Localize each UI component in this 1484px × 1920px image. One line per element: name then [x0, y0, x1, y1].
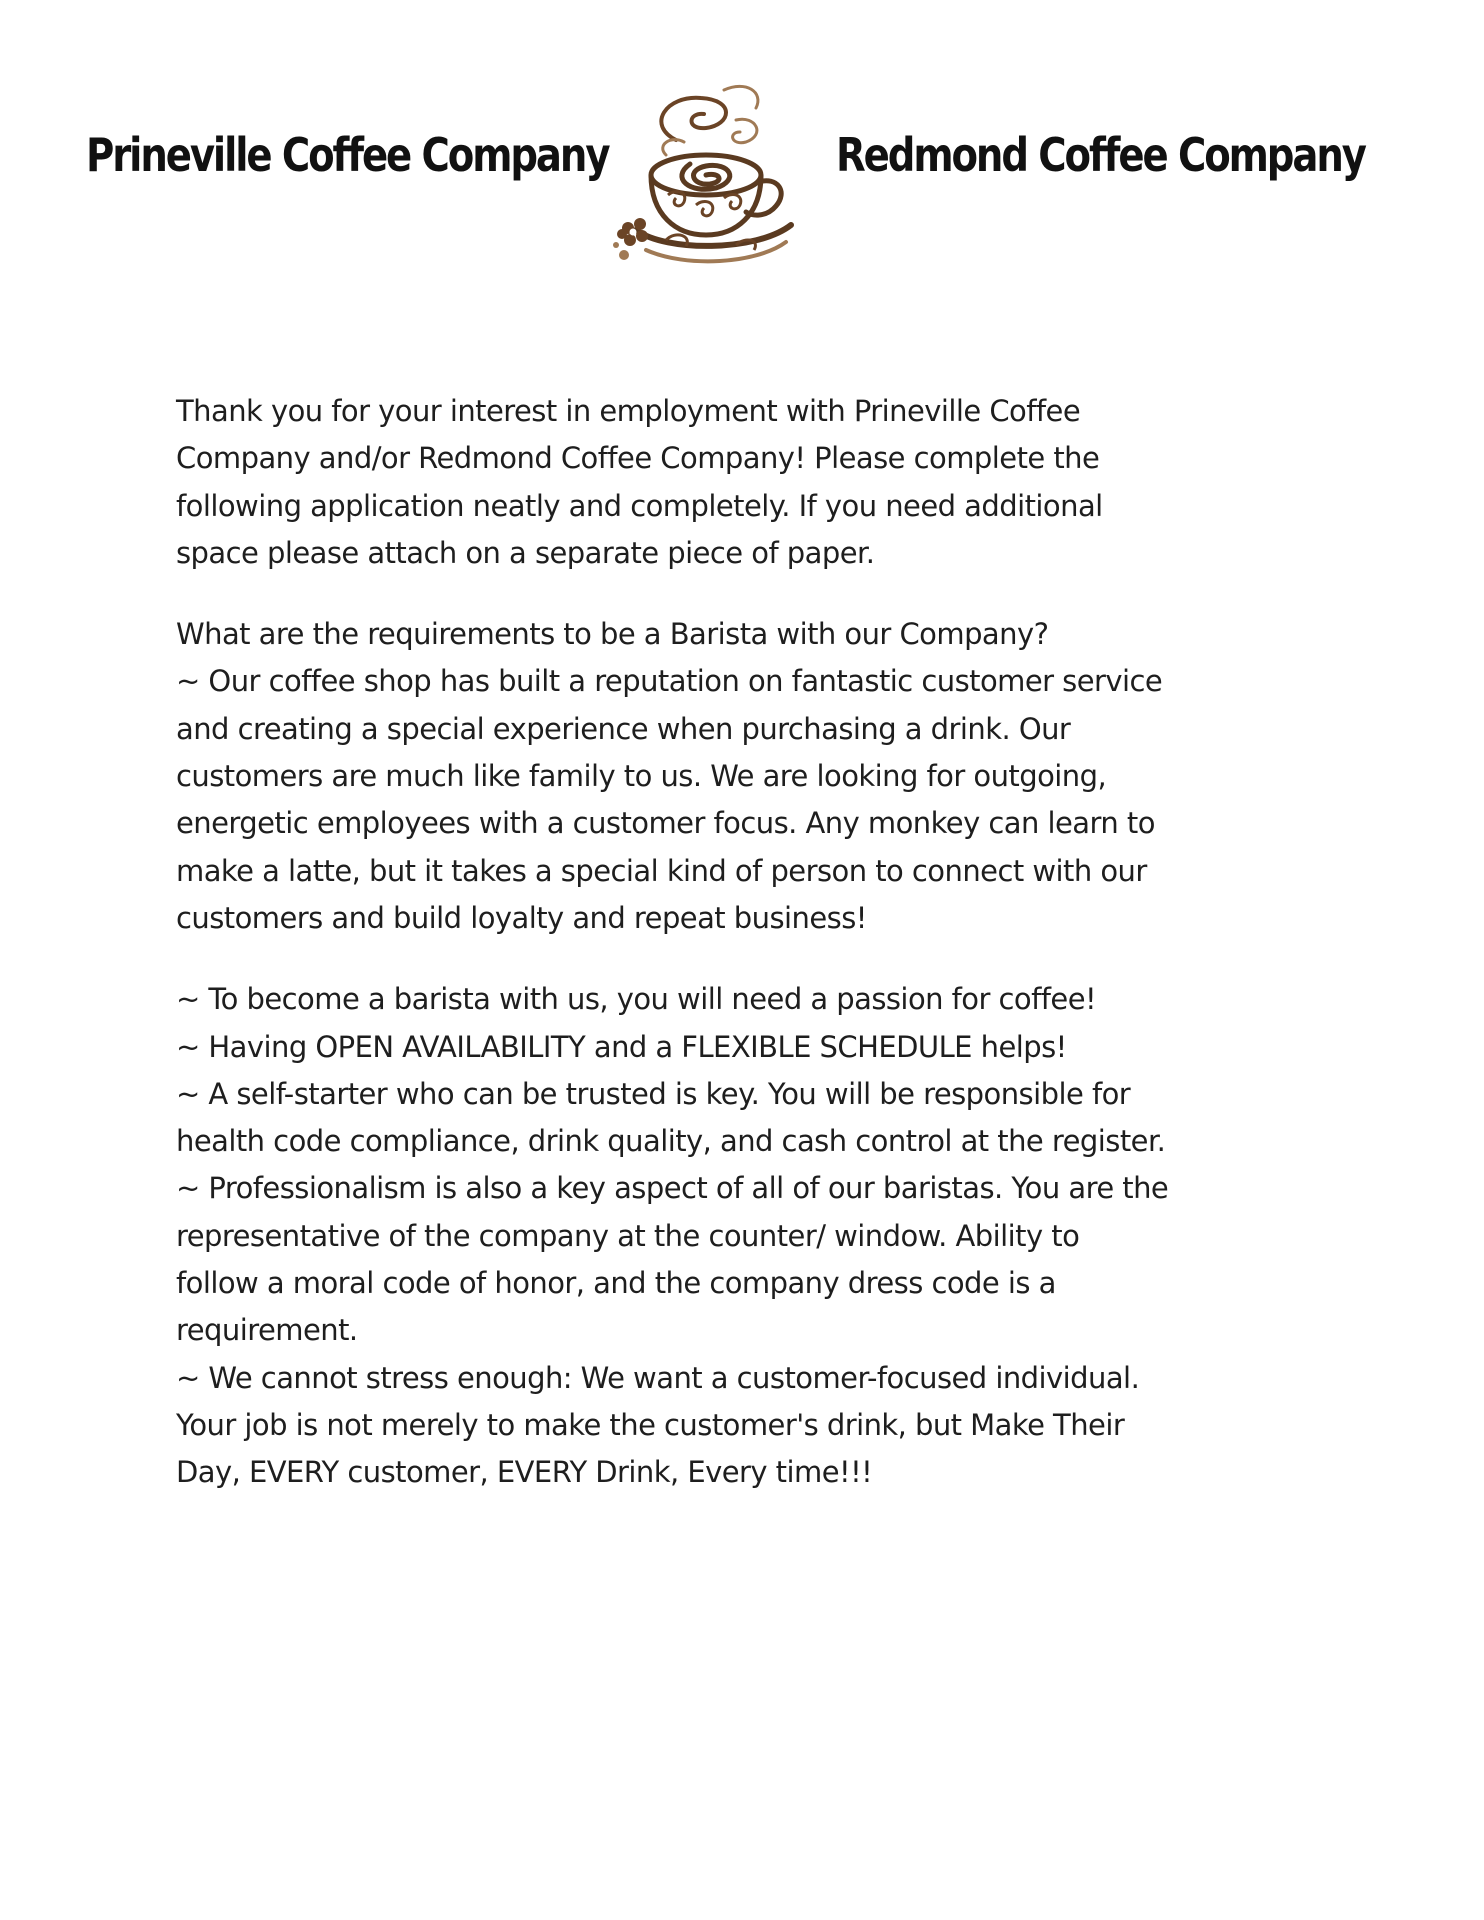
coffee-cup-swirl-icon [606, 80, 806, 270]
text-line: ~ Professionalism is also a key aspect of all of our baristas. You are the [176, 1171, 1169, 1206]
text-line: and creating a special experience when purchasing a drink. Our [176, 711, 1071, 746]
prineville-company-name: Prineville Coffee Company [86, 128, 609, 182]
text-line: ~ To become a barista with us, you will need a passion for coffee! [176, 982, 1097, 1017]
text-line: Day, EVERY customer, EVERY Drink, Every time!!! [176, 1455, 873, 1490]
text-line: representative of the company at the counter/ window. Ability to [176, 1218, 1080, 1253]
text-line: make a latte, but it takes a special kind of person to connect with our [176, 853, 1147, 888]
text-line: Your job is not merely to make the customer's drink, but Make Their [176, 1407, 1125, 1442]
intro-paragraph [176, 388, 1316, 577]
text-line: ~ A self-starter who can be trusted is key. You will be responsible for [176, 1076, 1131, 1111]
text-line: ~ We cannot stress enough: We want a customer-focused individual. [176, 1360, 1140, 1395]
text-line: energetic employees with a customer focus. Any monkey can learn to [176, 806, 1155, 841]
letterhead [0, 0, 1484, 300]
text-line: customers are much like family to us. We are looking for outgoing, [176, 759, 1107, 794]
application-intro-body [176, 388, 1316, 1531]
text-line: space please attach on a separate piece of paper. [176, 535, 875, 570]
text-line: following application neatly and completely. If you need additional [176, 488, 1103, 523]
text-line: Thank you for your interest in employment with Prineville Coffee [176, 394, 1081, 428]
text-line: requirement. [176, 1313, 358, 1348]
text-line: ~ Having OPEN AVAILABILITY and a FLEXIBLE SCHEDULE helps! [176, 1029, 1067, 1064]
text-line: ~ Our coffee shop has built a reputation on fantastic customer service [176, 664, 1163, 699]
text-line: health code compliance, drink quality, and cash control at the register. [176, 1124, 1166, 1159]
redmond-company-name: Redmond Coffee Company [836, 128, 1365, 182]
text-line: follow a moral code of honor, and the company dress code is a [176, 1266, 1056, 1301]
details-paragraph [176, 976, 1316, 1496]
requirements-heading: What are the requirements to be a Barista with our Company? [176, 617, 1049, 652]
text-line: Company and/or Redmond Coffee Company! Please complete the [176, 441, 1100, 476]
text-line: customers and build loyalty and repeat business! [176, 900, 867, 935]
requirements-paragraph [176, 611, 1316, 942]
